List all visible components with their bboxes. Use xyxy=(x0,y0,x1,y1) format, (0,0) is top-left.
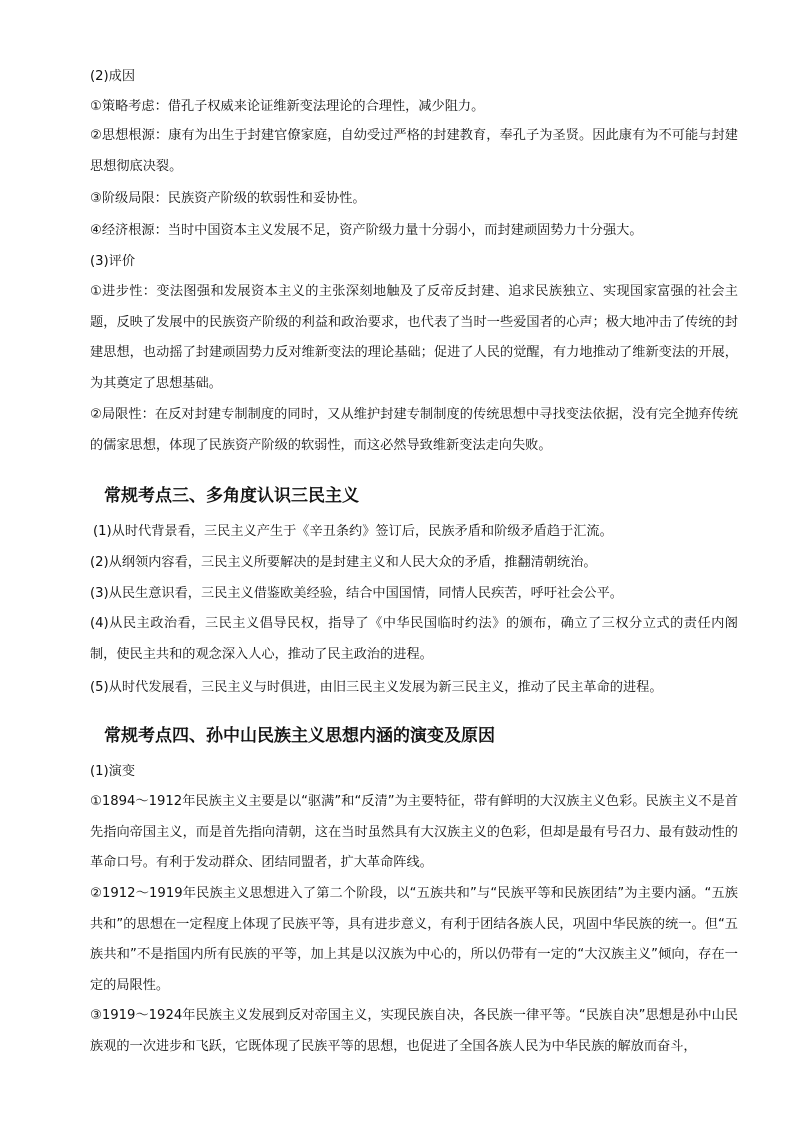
causes-item-4: ④经济根源：当时中国资本主义发展不足，资产阶级力量十分弱小，而封建顽固势力十分强大。 xyxy=(90,223,643,238)
section3-item-1: (1)从时代背景看，三民主义产生于《辛丑条约》签订后，民族矛盾和阶级矛盾趋于汇流。 xyxy=(93,524,613,539)
section4-item-1: ①1894～1912年民族主义主要是以“驱满”和“反清”为主要特征，带有鲜明的大汉族主义色彩。民族主义不是首先指向帝国主义，而是首先指向清朝，这在当时虽然具有大汉族主义的色彩，但却是最有号召力、最有鼓动性的革命口号。有利于发动群众、团结同盟者，扩大革命阵线。 xyxy=(90,794,738,870)
section4-item-3: ③1919～1924年民族主义发展到反对帝国主义，实现民族自决，各民族一律平等。“民族自决”思想是孙中山民族观的一次进步和飞跃，它既体现了民族平等的思想，也促进了全国各族人民为中华民族的解放而奋斗， xyxy=(90,1008,738,1054)
evaluation-item-2: ②局限性：在反对封建专制制度的同时，又从维护封建专制制度的传统思想中寻找变法依据，没有完全抛弃传统的儒家思想，体现了民族资产阶级的软弱性，而这必然导致维新变法走向失败。 xyxy=(90,407,738,453)
section-heading-4: 常规考点四、孙中山民族主义思想内涵的演变及原因 xyxy=(104,726,495,746)
section-heading-3: 常规考点三、多角度认识三民主义 xyxy=(104,486,359,506)
causes-title: (2)成因 xyxy=(90,69,136,84)
causes-item-1: ①策略考虑：借孔子权威来论证维新变法理论的合理性，减少阻力。 xyxy=(90,99,485,114)
section3-item-5: (5)从时代发展看，三民主义与时俱进，由旧三民主义发展为新三民主义，推动了民主革命的进程。 xyxy=(90,680,663,695)
section4-item-2: ②1912～1919年民族主义思想进入了第二个阶段，以“五族共和”与“民族平等和民族团结”为主要内涵。“五族共和”的思想在一定程度上体现了民族平等，具有进步意义，有利于团结各族人民，巩固中华民族的统一。但“五族共和”不是指国内所有民族的平等，加上其是以汉族为中心的，所以仍带有一定的“大汉族主义”倾向，存在一定的局限性。 xyxy=(90,886,738,993)
causes-item-2: ②思想根源：康有为出生于封建官僚家庭，自幼受过严格的封建教育，奉孔子为圣贤。因此康有为不可能与封建思想彻底决裂。 xyxy=(90,128,738,174)
section3-item-2: (2)从纲领内容看，三民主义所要解决的是封建主义和人民大众的矛盾，推翻清朝统治。 xyxy=(90,555,597,570)
causes-item-3: ③阶级局限：民族资产阶级的软弱性和妥协性。 xyxy=(90,191,366,206)
section3-item-3: (3)从民生意识看，三民主义借鉴欧美经验，结合中国国情，同情人民疾苦，呼吁社会公平。 xyxy=(90,586,623,601)
section3-item-4: (4)从民主政治看，三民主义倡导民权，指导了《中华民国临时约法》的颁布，确立了三权分立式的责任内阁制，使民主共和的观念深入人心，推动了民主政治的进程。 xyxy=(90,616,738,662)
section4-title: (1)演变 xyxy=(90,764,136,779)
evaluation-title: (3)评价 xyxy=(90,254,136,269)
evaluation-item-1: ①进步性：变法图强和发展资本主义的主张深刻地触及了反帝反封建、追求民族独立、实现国家富强的社会主题，反映了发展中的民族资产阶级的利益和政治要求，也代表了当时一些爱国者的心声；极大地冲击了传统的封建思想，也动摇了封建顽固势力反对维新变法的理论基础；促进了人民的觉醒，有力地推动了维新变法的开展，为其奠定了思想基础。 xyxy=(90,284,738,391)
